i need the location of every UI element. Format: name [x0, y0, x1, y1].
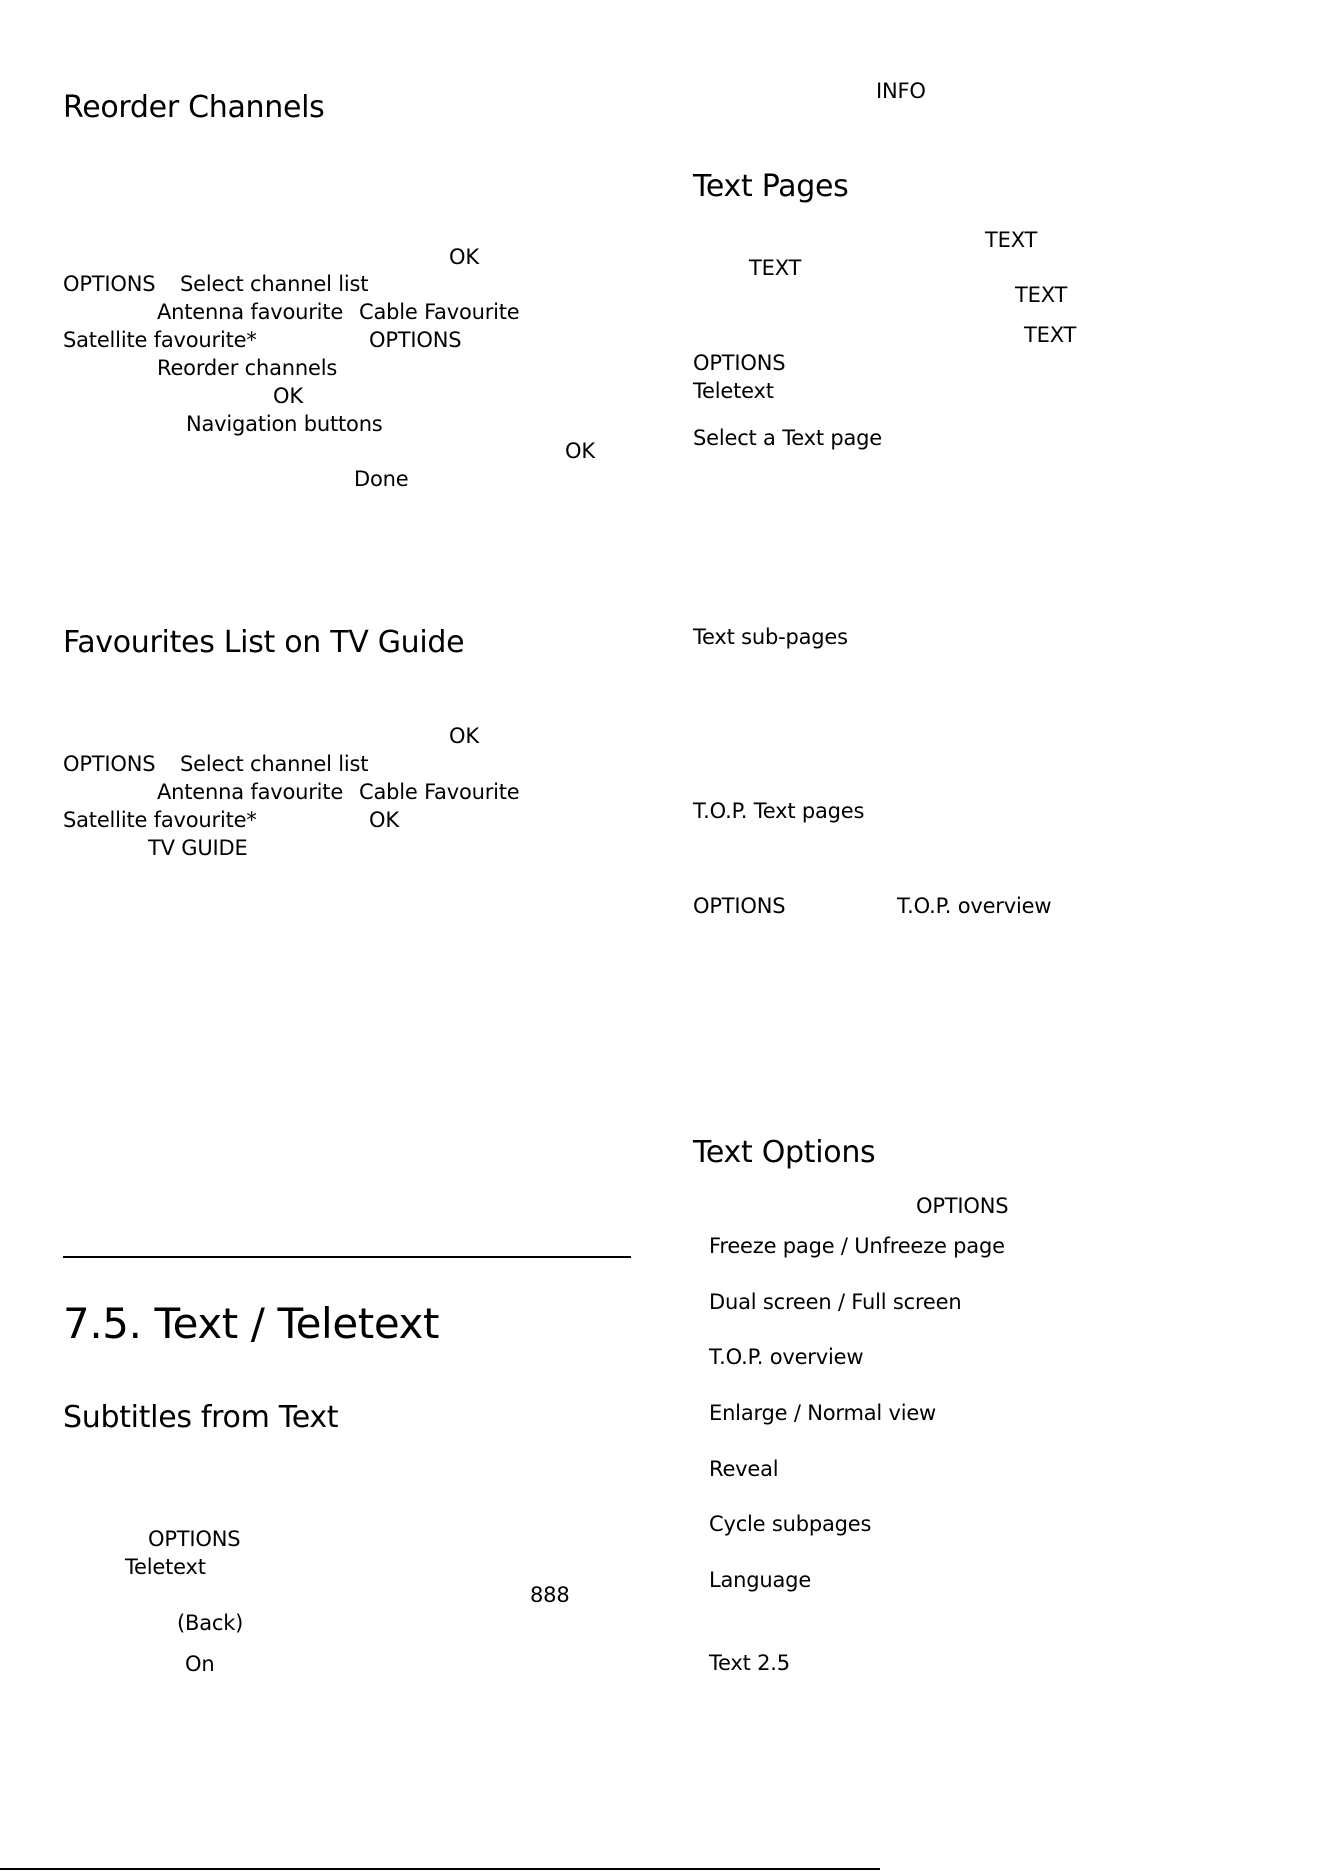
- options-label: OPTIONS: [63, 752, 156, 776]
- antenna-favourite-label: Antenna favourite: [157, 780, 344, 804]
- select-channel-list-label: Select channel list: [180, 272, 369, 296]
- reorder-channels-heading: Reorder Channels: [63, 90, 325, 125]
- on-label: On: [185, 1652, 215, 1676]
- text-option-item: Freeze page / Unfreeze page: [709, 1234, 1005, 1258]
- text-option-item: Reveal: [709, 1457, 779, 1481]
- navigation-buttons-label: Navigation buttons: [186, 412, 383, 436]
- subtitles-from-text-heading: Subtitles from Text: [63, 1400, 339, 1435]
- options-label: OPTIONS: [693, 351, 786, 375]
- top-overview-label: T.O.P. overview: [897, 894, 1052, 918]
- satellite-favourite-label: Satellite favourite*: [63, 328, 257, 352]
- reorder-channels-label: Reorder channels: [157, 356, 338, 380]
- page-888-label: 888: [530, 1583, 570, 1607]
- back-label: (Back): [177, 1611, 244, 1635]
- text-option-item: T.O.P. overview: [709, 1345, 864, 1369]
- text-options-heading: Text Options: [693, 1135, 876, 1170]
- teletext-label: Teletext: [693, 379, 774, 403]
- favourites-tv-guide-heading: Favourites List on TV Guide: [63, 625, 465, 660]
- options-label: OPTIONS: [369, 328, 462, 352]
- select-text-page-label: Select a Text page: [693, 426, 882, 450]
- cable-favourite-label: Cable Favourite: [359, 300, 520, 324]
- options-label: OPTIONS: [693, 894, 786, 918]
- text-key-label: TEXT: [985, 228, 1038, 252]
- ok-label: OK: [449, 245, 479, 269]
- text-option-item: Dual screen / Full screen: [709, 1290, 962, 1314]
- footer-divider: [0, 1868, 880, 1870]
- text-sub-pages-label: Text sub-pages: [693, 625, 848, 649]
- text-key-label: TEXT: [1015, 283, 1068, 307]
- text-option-item: Text 2.5: [709, 1651, 790, 1675]
- top-text-pages-label: T.O.P. Text pages: [693, 799, 865, 823]
- options-label: OPTIONS: [148, 1527, 241, 1551]
- text-key-label: TEXT: [749, 256, 802, 280]
- tv-guide-label: TV GUIDE: [148, 836, 248, 860]
- ok-label: OK: [369, 808, 399, 832]
- section-title: 7.5. Text / Teletext: [63, 1299, 440, 1348]
- ok-label: OK: [449, 724, 479, 748]
- cable-favourite-label: Cable Favourite: [359, 780, 520, 804]
- ok-label: OK: [565, 439, 595, 463]
- text-key-label: TEXT: [1024, 323, 1077, 347]
- section-divider: [63, 1256, 631, 1258]
- text-option-item: Language: [709, 1568, 812, 1592]
- antenna-favourite-label: Antenna favourite: [157, 300, 344, 324]
- info-label: INFO: [876, 79, 926, 103]
- done-label: Done: [354, 467, 409, 491]
- options-label: OPTIONS: [916, 1194, 1009, 1218]
- text-option-item: Enlarge / Normal view: [709, 1401, 937, 1425]
- text-pages-heading: Text Pages: [693, 169, 849, 204]
- text-option-item: Cycle subpages: [709, 1512, 872, 1536]
- satellite-favourite-label: Satellite favourite*: [63, 808, 257, 832]
- select-channel-list-label: Select channel list: [180, 752, 369, 776]
- options-label: OPTIONS: [63, 272, 156, 296]
- teletext-label: Teletext: [125, 1555, 206, 1579]
- ok-label: OK: [273, 384, 303, 408]
